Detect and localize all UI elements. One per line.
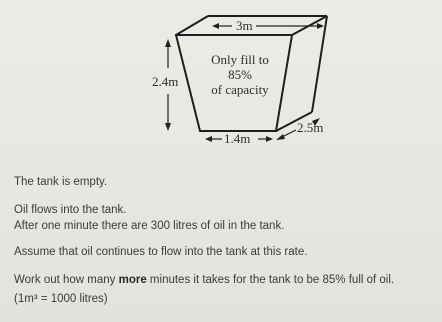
height-label: 2.4m [152,74,179,89]
back-right-edge [312,16,327,112]
top-left-receding-edge [176,16,208,35]
question-line-after-one-minute: After one minute there are 300 litres of oil in the tank. [14,220,285,232]
top-arrowhead-left [212,23,219,29]
height-arrowhead-bottom [165,123,171,131]
top-width-label: 3m [236,18,253,33]
work-out-text-start: Work out how many [14,274,119,286]
fill-capacity-note [196,52,284,97]
work-out-emphasis: more [118,274,147,286]
question-line-assume-rate: Assume that oil continues to flow into the tank at this rate. [14,246,308,258]
top-arrowhead-right [317,23,324,29]
depth-label: 2.5m [297,120,324,135]
question-line-oil-flows: Oil flows into the tank. [14,204,127,216]
note-line-3: of capacity [211,82,269,97]
bottom-arrowhead-left [205,136,212,142]
question-line-empty: The tank is empty. [14,176,108,188]
note-line-1: Only fill to [211,52,269,67]
height-arrowhead-top [165,39,171,47]
bottom-width-label: 1.4m [224,131,251,146]
note-line-2: 85% [228,67,252,82]
depth-arrowhead-left [276,134,285,140]
bottom-arrowhead-right [266,136,273,142]
question-line-work-out [14,273,394,287]
unit-conversion: (1m³ = 1000 litres) [14,293,108,305]
work-out-text-end: minutes it takes for the tank to be 85% full of oil. [146,274,395,286]
